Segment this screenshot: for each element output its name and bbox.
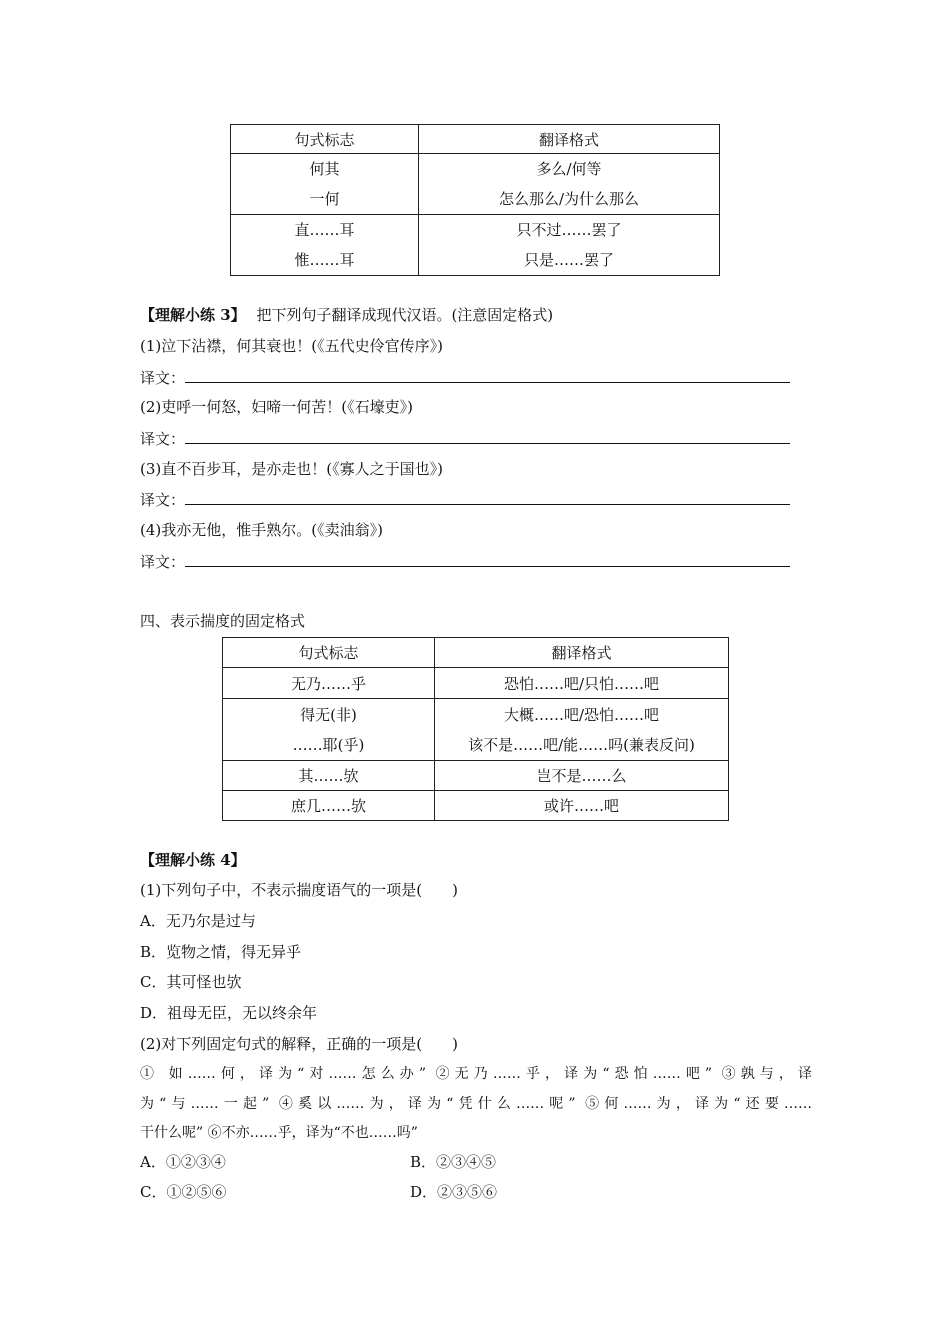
q2-statement-line: ① 如……何，译为“对……怎么办” ②无乃……乎，译为“恐怕……吧” ③孰与，译 [140, 1066, 812, 1082]
cell-line: 多么/何等 [536, 160, 602, 178]
table-cell-marker [231, 215, 419, 276]
table-row [223, 791, 729, 821]
answer-line [140, 551, 790, 572]
fixed-format-table-2 [222, 637, 729, 821]
q1-option-c[interactable]: C．其可怪也欤 [140, 973, 242, 991]
table-cell-translation: 岂不是……么 [435, 761, 729, 791]
answer-blank[interactable] [185, 428, 790, 444]
answer-label: 译文： [140, 491, 186, 509]
q2-option-c[interactable]: C．①②⑤⑥ [140, 1183, 227, 1201]
practice3-title: 【理解小练 3】 [140, 306, 246, 324]
q1-option-b[interactable]: B．览物之情，得无异乎 [140, 943, 302, 961]
table-row [231, 215, 720, 276]
answer-blank[interactable] [185, 367, 790, 383]
q1-option-d[interactable]: D．祖母无臣，无以终余年 [140, 1004, 318, 1022]
table-header-cell: 翻译格式 [435, 638, 729, 668]
table-cell-marker [231, 154, 419, 215]
answer-line [140, 489, 790, 510]
cell-line: ……耶(乎) [292, 735, 365, 754]
practice4-title: 【理解小练 4】 [140, 851, 246, 869]
table-header-cell: 句式标志 [231, 125, 419, 154]
table-header-cell: 翻译格式 [419, 125, 720, 154]
cell-line: 怎么那么/为什么那么 [498, 190, 640, 208]
table-header-cell: 句式标志 [223, 638, 435, 668]
table-cell-translation: 恐怕……吧/只怕……吧 [435, 668, 729, 699]
answer-label: 译文： [140, 430, 186, 448]
table-cell-translation [435, 699, 729, 761]
practice3-item-1: (1)泣下沾襟，何其衰也！(《五代史伶官传序》) [140, 337, 443, 355]
practice4-q2-stem: (2)对下列固定句式的解释，正确的一项是( ) [140, 1035, 458, 1053]
table-cell-translation [419, 215, 720, 276]
practice3-heading [140, 305, 553, 325]
q2-statement-line: 为“与……一起” ④奚以……为，译为“凭什么……呢” ⑤何……为，译为“还要…… [140, 1096, 812, 1112]
table-row [223, 699, 729, 761]
cell-line: 大概……吧/恐怕……吧 [503, 705, 660, 724]
table-row [231, 154, 720, 215]
practice3-item-3: (3)直不百步耳，是亦走也！(《寡人之于国也》) [140, 460, 443, 478]
answer-line [140, 367, 790, 388]
cell-line: 得无(非) [300, 705, 357, 724]
table-cell-marker: 庶几……欤 [223, 791, 435, 821]
cell-line: 一何 [309, 190, 340, 208]
practice4-q1-stem: (1)下列句子中，不表示揣度语气的一项是( ) [140, 881, 458, 899]
table-header-row [231, 125, 720, 154]
q1-option-a[interactable]: A．无乃尔是过与 [140, 912, 256, 930]
q2-option-d[interactable]: D．②③⑤⑥ [410, 1183, 498, 1201]
cell-line: 何其 [309, 160, 340, 178]
table-cell-translation [419, 154, 720, 215]
cell-line: 只不过……罢了 [516, 221, 622, 239]
q2-option-b[interactable]: B．②③④⑤ [410, 1153, 497, 1171]
table-row [223, 668, 729, 699]
cell-line: 该不是……吧/能……吗(兼表反问) [468, 735, 695, 754]
fixed-format-table-1 [230, 124, 720, 276]
section4-heading: 四、表示揣度的固定格式 [140, 612, 306, 630]
cell-line: 惟……耳 [294, 251, 355, 269]
q2-statement-line: 干什么呢” ⑥不亦……乎，译为“不也……吗” [140, 1125, 418, 1141]
practice3-instruction: 把下列句子翻译成现代汉语。(注意固定格式) [256, 306, 554, 324]
table-cell-marker [223, 699, 435, 761]
table-cell-marker: 无乃……乎 [223, 668, 435, 699]
answer-label: 译文： [140, 369, 186, 387]
cell-line: 直……耳 [294, 221, 355, 239]
answer-blank[interactable] [185, 489, 790, 505]
table-cell-translation: 或许……吧 [435, 791, 729, 821]
answer-label: 译文： [140, 553, 186, 571]
answer-blank[interactable] [185, 551, 790, 567]
answer-line [140, 428, 790, 449]
q2-option-a[interactable]: A．①②③④ [140, 1153, 226, 1171]
table-cell-marker: 其……欤 [223, 761, 435, 791]
table-row [223, 761, 729, 791]
practice3-item-2: (2)吏呼一何怒，妇啼一何苦！(《石壕吏》) [140, 398, 413, 416]
practice3-item-4: (4)我亦无他，惟手熟尔。(《卖油翁》) [140, 521, 383, 539]
cell-line: 只是……罢了 [523, 251, 614, 269]
table-header-row [223, 638, 729, 668]
